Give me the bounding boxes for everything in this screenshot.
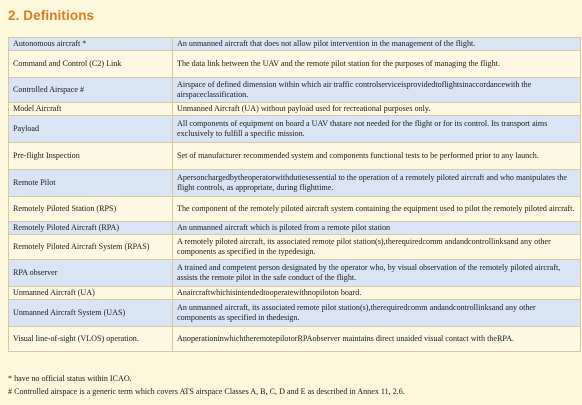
term-cell: Remote Pilot	[9, 170, 173, 197]
definition-cell: AnoperationinwhichtheremotepilotorRPAobserver maintains direct unaided visual contact with theRPA.	[173, 327, 581, 352]
definition-cell: An unmanned aircraft, its associated remote pilot station(s),therequiredcomm andandcontrollinksand any other components as specified in thedesign.	[173, 300, 581, 327]
definition-cell: Set of manufacturer recommended system and components functional tests to be performed prior to any launch.	[173, 143, 581, 170]
footnotes	[8, 372, 405, 398]
definition-cell: An unmanned aircraft that does not allow pilot intervention in the management of the flight.	[173, 38, 581, 51]
definition-cell: All components of equipment on board a UAV thatare not needed for the flight or for its control. Its transport aims exclusively to fulfill a specific mission.	[173, 116, 581, 143]
term-cell: Remotely Piloted Station (RPS)	[9, 197, 173, 222]
term-cell: Unmanned Aircraft (UA)	[9, 287, 173, 300]
definition-cell: A trained and competent person designated by the operator who, by visual observation of the remotely piloted aircraft, assists the remote pilot in the safe conduct of the flight.	[173, 260, 581, 287]
table-row	[9, 51, 581, 78]
term-cell: Remotely Piloted Aircraft System (RPAS)	[9, 235, 173, 260]
table-row	[9, 103, 581, 116]
term-cell: Unmanned Aircraft System (UAS)	[9, 300, 173, 327]
term-cell: Model Aircraft	[9, 103, 173, 116]
table-row	[9, 38, 581, 51]
table-row	[9, 300, 581, 327]
table-row	[9, 170, 581, 197]
footnote-icao: * have no official status within ICAO.	[8, 374, 132, 383]
definition-cell: A remotely piloted aircraft, its associated remote pilot station(s),therequiredcomm andandcontrollinksand any other components as specified in the typedesign.	[173, 235, 581, 260]
section-heading: 2. Definitions	[8, 8, 95, 23]
table-row	[9, 222, 581, 235]
definition-cell: An unmanned aircraft which is piloted from a remote pilot station	[173, 222, 581, 235]
term-cell: RPA observer	[9, 260, 173, 287]
footnote-airspace: # Controlled airspace is a generic term which covers ATS airspace Classes A, B, C, D and E as described in Annex 11, 2.6.	[8, 387, 405, 396]
term-cell: Controlled Airspace #	[9, 78, 173, 103]
definition-cell: Unmanned Aircraft (UA) without payload used for recreational purposes only.	[173, 103, 581, 116]
definition-cell: The component of the remotely piloted aircraft system containing the equipment used to pilot the remotely piloted aircraft.	[173, 197, 581, 222]
table-row	[9, 143, 581, 170]
term-cell: Payload	[9, 116, 173, 143]
term-cell: Pre-flight Inspection	[9, 143, 173, 170]
table-row	[9, 197, 581, 222]
table-row	[9, 327, 581, 352]
definition-cell: The data link between the UAV and the remote pilot station for the purposes of managing the flight.	[173, 51, 581, 78]
table-row	[9, 78, 581, 103]
table-row	[9, 287, 581, 300]
term-cell: Autonomous aircraft *	[9, 38, 173, 51]
definition-cell: Anaircraftwhichisintendedtooperatewithnopiloton board.	[173, 287, 581, 300]
table-row	[9, 235, 581, 260]
term-cell: Visual line-of-sight (VLOS) operation.	[9, 327, 173, 352]
term-cell: Command and Control (C2) Link	[9, 51, 173, 78]
definition-cell: Airspace of defined dimension within which air traffic controlserviceisprovidedtoflightsinaccordancewith the airspaceclassification.	[173, 78, 581, 103]
table-row	[9, 260, 581, 287]
term-cell: Remotely Piloted Aircraft (RPA)	[9, 222, 173, 235]
definition-cell: Apersonchargedbytheoperatorwithdutiesessential to the operation of a remotely piloted aircraft and who manipulates the flight controls, as appropriate, during flighttime.	[173, 170, 581, 197]
definitions-table	[8, 37, 581, 352]
table-row	[9, 116, 581, 143]
